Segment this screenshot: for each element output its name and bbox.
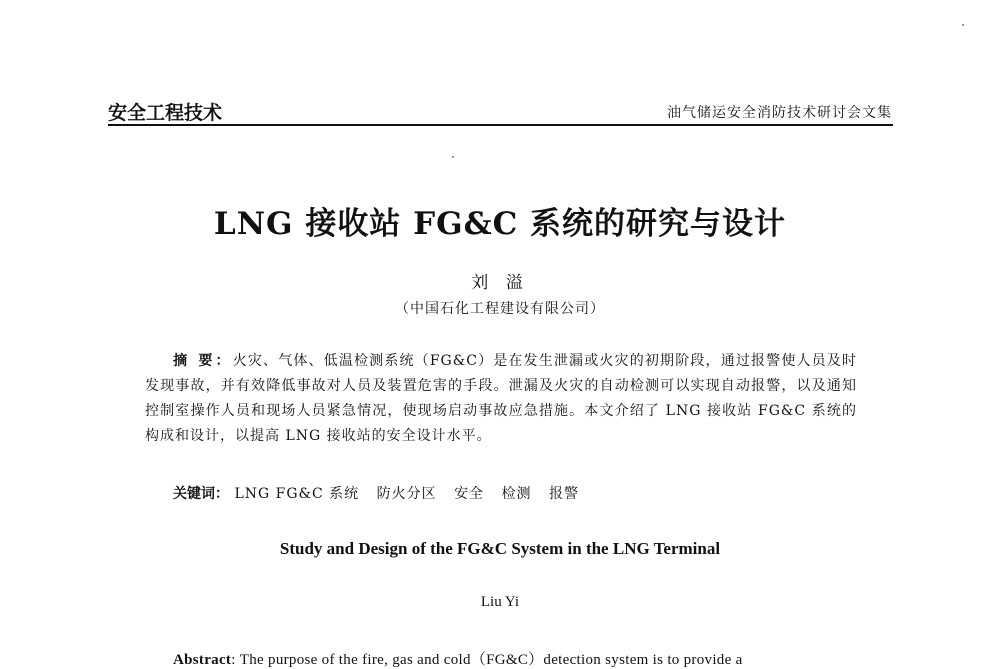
keyword-item: 报警 (548, 486, 579, 502)
header-section-title: 安全工程技术 (108, 102, 223, 124)
abstract-en-text: The purpose of the fire, gas and cold（FG&C）detection system is to provide a (239, 652, 743, 668)
author-affiliation: （中国石化工程建设有限公司） (395, 301, 605, 317)
author-name-en: Liu Yi (480, 594, 520, 610)
keywords-cn-label: 关键词： (173, 486, 229, 502)
paper-title-en: Study and Design of the FG&C System in the LNG Terminal (279, 539, 721, 558)
abstract-cn (145, 349, 857, 449)
abstract-cn-text: 火灾、气体、低温检测系统（FG&C）是在发生泄漏或火灾的初期阶段，通过报警使人员及时发现事故，并有效降低事故对人员及装置危害的手段。泄漏及火灾的自动检测可以实现自动报警，以及通知控制室操作人员和现场人员紧急情况，使现场启动事故应急措施。本文介绍了 LNG 接收站 FG&C 系统的构成和设计，以提高 LNG 接收站的安全设计水平。 (145, 353, 857, 444)
paper-title: LNG 接收站 FG&C 系统的研究与设计 (213, 206, 787, 242)
scan-speck (452, 156, 454, 158)
keyword-item: 安全 (454, 486, 485, 502)
keyword-item: LNG FG&C 系统 (234, 486, 360, 502)
keyword-item: 检测 (501, 486, 532, 502)
abstract-cn-label: 摘 要： (173, 353, 233, 369)
scan-speck (962, 24, 964, 26)
author-name: 刘 溢 (471, 273, 529, 293)
abstract-en: Abstract: The purpose of the fire, gas and cold（FG&C）detection system is to provide a (173, 652, 743, 668)
header-collection-title: 油气储运安全消防技术研讨会文集 (667, 105, 892, 121)
keywords-cn (173, 483, 591, 503)
keyword-item: 防火分区 (376, 486, 437, 502)
abstract-en-label: Abstract (173, 652, 232, 668)
header-rule (108, 124, 893, 126)
